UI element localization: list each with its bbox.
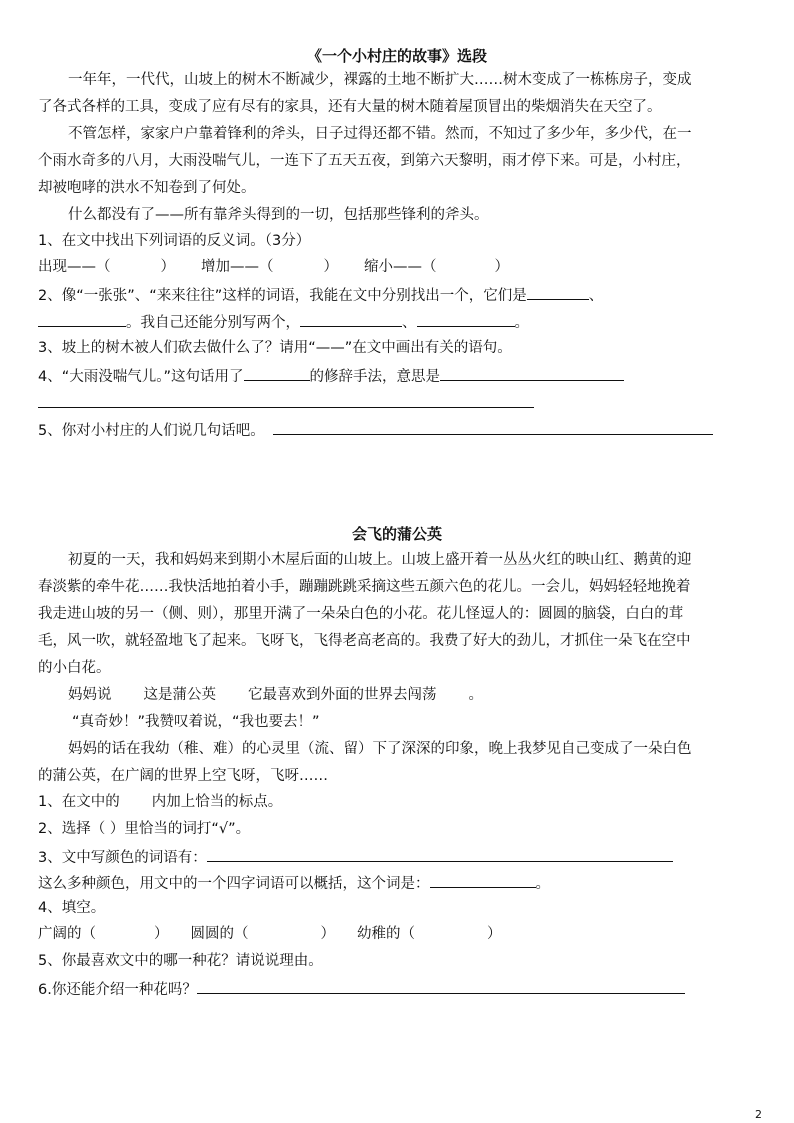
s2-question3-line1 bbox=[38, 846, 673, 868]
s1-question2-line1 bbox=[38, 284, 603, 306]
paren-close: ） bbox=[494, 259, 509, 275]
s1-paragraph1-line1: 一年年，一代代，山坡上的树木不断减少，裸露的土地不断扩大……树木变成了一栋栋房子，变成 bbox=[68, 72, 692, 88]
s2-question3-line2 bbox=[38, 872, 550, 894]
s1-question1-blanks bbox=[38, 257, 509, 277]
section1-title: 《一个小村庄的故事》选段 bbox=[306, 47, 487, 65]
q4-text-2: 的修辞手法，意思是 bbox=[309, 369, 440, 385]
q4-blank-meaning-2[interactable] bbox=[38, 392, 534, 408]
s2-paragraph2 bbox=[68, 685, 483, 705]
p2-part-3: 它最喜欢到外面的世界去闯荡 bbox=[248, 687, 437, 703]
s2-question4: 4、填空。 bbox=[38, 900, 106, 916]
s2-paragraph1-line4: 毛，风一吹，就轻盈地飞了起来。飞呀飞，飞得老高老高的。我费了好大的劲儿，才抓住一朵飞在空中 bbox=[38, 633, 691, 649]
s2-paragraph3: “真奇妙！”我赞叹着说，“我也要去！” bbox=[72, 714, 320, 730]
s2-paragraph1-line2: 春淡紫的牵牛花……我快活地拍着小手，蹦蹦跳跳采摘这些五颜六色的花儿。一会儿，妈妈轻轻地挽着 bbox=[38, 579, 691, 595]
s1-paragraph2-line3: 却被咆哮的洪水不知卷到了何处。 bbox=[38, 180, 256, 196]
s2-q6-blank[interactable] bbox=[197, 978, 685, 994]
s1-question1: 1、在文中找出下列词语的反义词。（3分） bbox=[38, 233, 311, 249]
paren-close: ） bbox=[154, 926, 169, 942]
paren-close: ） bbox=[160, 259, 175, 275]
s2-q3-text-2: 这么多种颜色，用文中的一个四字词语可以概括，这个词是： bbox=[38, 876, 430, 892]
antonym-label-2: 增加——（ bbox=[201, 259, 274, 275]
q4-text: 4、“大雨没喘气儿。”这句话用了 bbox=[38, 369, 244, 385]
s1-question3: 3、坡上的树木被人们砍去做什么了？请用“——”在文中画出有关的语句。 bbox=[38, 340, 512, 356]
s2-paragraph4-line1: 妈妈的话在我幼（稚、难）的心灵里（流、留）下了深深的印象，晚上我梦见自己变成了一朵白色 bbox=[68, 741, 692, 757]
s2-paragraph1-line3: 我走进山坡的另一（侧、则），那里开满了一朵朵白色的小花。花儿怪逗人的：圆圆的脑袋，白白的茸 bbox=[38, 606, 684, 622]
q2-sep: 、 bbox=[588, 288, 604, 304]
s1-paragraph1-line2: 了各式各样的工具，变成了应有尽有的家具，还有大量的树木随着屋顶冒出的柴烟消失在天空了。 bbox=[38, 99, 662, 115]
s2-paragraph1-line5: 的小白花。 bbox=[38, 660, 111, 676]
antonym-label-1: 出现——（ bbox=[38, 259, 111, 275]
s1-question4-line1 bbox=[38, 365, 624, 387]
s2-q1-text: 1、在文中的 bbox=[38, 794, 120, 810]
antonym-label-3: 缩小——（ bbox=[364, 259, 437, 275]
s2-question2: 2、选择（ ）里恰当的词打“√”。 bbox=[38, 821, 251, 837]
fill-label-2: 圆圆的（ bbox=[190, 926, 249, 942]
p2-part-4: 。 bbox=[468, 687, 483, 703]
q2-blank-4[interactable] bbox=[417, 311, 515, 327]
q5-blank[interactable] bbox=[273, 419, 713, 435]
q4-blank-meaning[interactable] bbox=[440, 365, 624, 381]
s1-question2-line2 bbox=[38, 311, 529, 333]
q4-blank-rhetoric[interactable] bbox=[244, 365, 310, 381]
s1-paragraph2-line2: 个雨水奇多的八月，大雨没喘气儿，一连下了五天五夜，到第六天黎明，雨才停下来。可是，小村庄， bbox=[38, 153, 691, 169]
q2-text: 2、像“一张张”、“来来往往”这样的词语，我能在文中分别找出一个，它们是 bbox=[38, 288, 527, 304]
fill-label-1: 广阔的（ bbox=[38, 926, 96, 942]
s2-q3-blank-idiom[interactable] bbox=[430, 872, 536, 888]
s1-paragraph3: 什么都没有了——所有靠斧头得到的一切，包括那些锋利的斧头。 bbox=[68, 207, 489, 223]
paren-close: ） bbox=[320, 926, 335, 942]
paren-close: ） bbox=[323, 259, 338, 275]
s1-paragraph2-line1: 不管怎样，家家户户靠着锋利的斧头，日子过得还都不错。然而，不知过了多少年，多少代，在一 bbox=[68, 126, 692, 142]
q5-text: 5、你对小村庄的人们说几句话吧。 bbox=[38, 423, 265, 439]
s2-question5: 5、你最喜欢文中的哪一种花？请说说理由。 bbox=[38, 953, 323, 969]
q2-sep-2: 、 bbox=[402, 315, 417, 331]
fill-label-3: 幼稚的（ bbox=[357, 926, 415, 942]
q2-blank-1[interactable] bbox=[527, 284, 589, 300]
s2-q6-text: 6.你还能介绍一种花吗？ bbox=[38, 982, 197, 998]
p2-part-1: 妈妈说 bbox=[68, 687, 112, 703]
q2-blank-2[interactable] bbox=[38, 311, 126, 327]
q2-end: 。 bbox=[514, 315, 529, 331]
page-number: 2 bbox=[755, 1108, 762, 1121]
paren-close: ） bbox=[487, 926, 502, 942]
q2-blank-3[interactable] bbox=[300, 311, 402, 327]
s1-question5 bbox=[38, 419, 713, 441]
s1-question4-line2 bbox=[38, 392, 534, 414]
q2-text-2: 。我自己还能分别写两个， bbox=[126, 315, 300, 331]
s2-q3-end: 。 bbox=[535, 876, 550, 892]
s2-paragraph1-line1: 初夏的一天，我和妈妈来到期小木屋后面的山坡上。山坡上盛开着一丛丛火红的映山红、鹅黄的迎 bbox=[68, 552, 692, 568]
s2-q3-blank-colors[interactable] bbox=[207, 846, 673, 862]
s2-question1 bbox=[38, 792, 282, 812]
section2-title: 会飞的蒲公英 bbox=[351, 525, 442, 543]
s2-question6 bbox=[38, 978, 685, 1000]
s2-question4-blanks bbox=[38, 924, 502, 944]
s2-paragraph4-line2: 的蒲公英，在广阔的世界上空飞呀，飞呀…… bbox=[38, 768, 328, 784]
s2-q3-text: 3、文中写颜色的词语有： bbox=[38, 850, 207, 866]
s2-q1-text-2: 内加上恰当的标点。 bbox=[151, 794, 283, 810]
p2-part-2: 这是蒲公英 bbox=[143, 687, 216, 703]
